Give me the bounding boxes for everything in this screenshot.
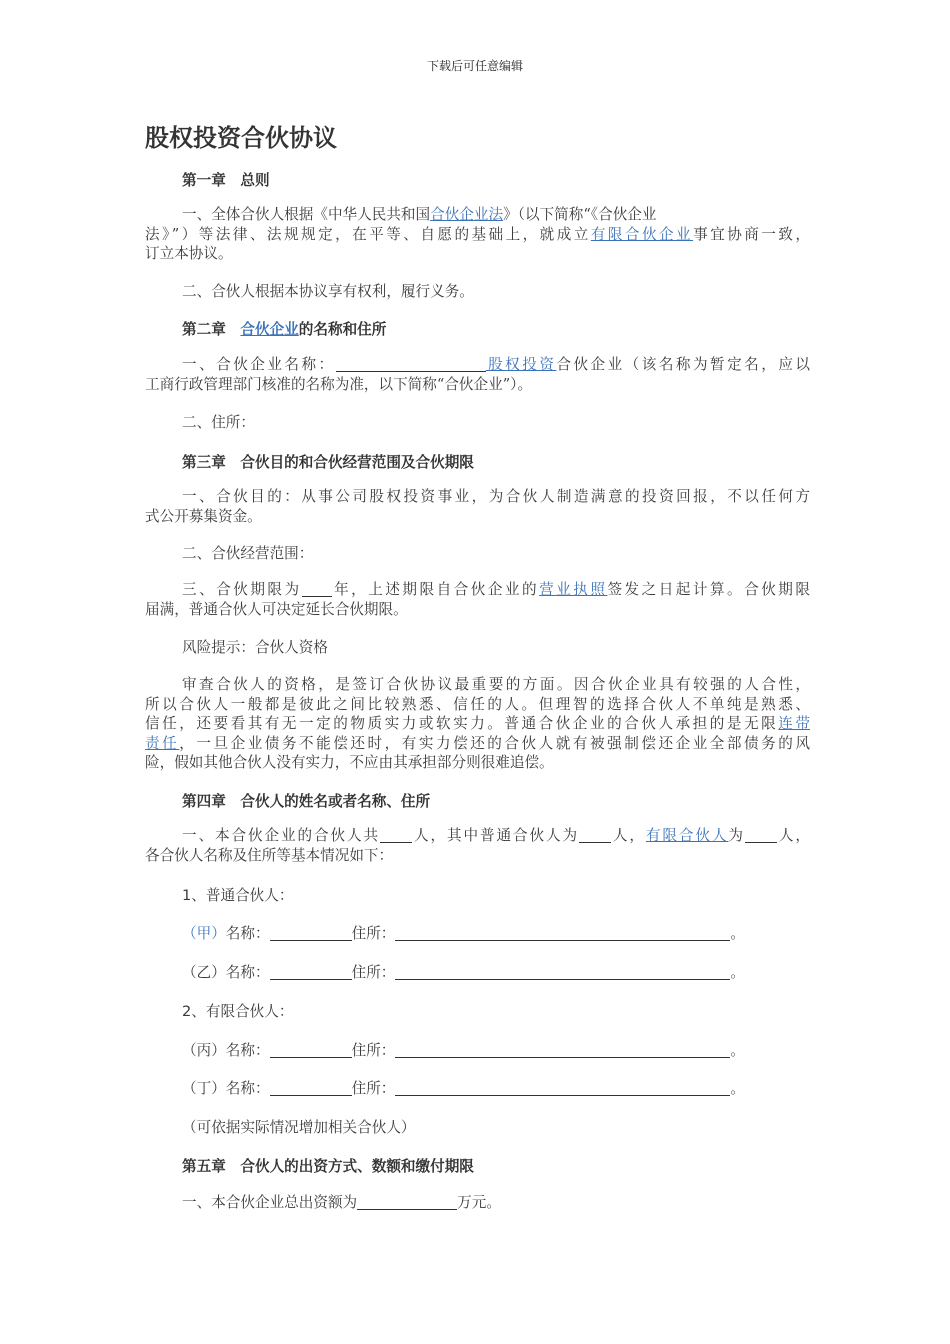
chapter-1-heading: 第一章 总则 [182, 172, 270, 189]
partner-row-bing: （丙）名称： 住所： 。 [182, 1042, 745, 1059]
ch5-paragraph-1: 一、本合伙企业总出资额为 万元。 [182, 1194, 501, 1211]
partner-row-ding: （丁）名称： 住所： 。 [182, 1080, 745, 1097]
blank-bing-name[interactable] [270, 1041, 352, 1058]
blank-total-capital[interactable] [357, 1193, 457, 1210]
ch3-paragraph-2: 二、合伙经营范围： [182, 545, 314, 562]
link-equity-investment[interactable]: 股权投资 [485, 356, 557, 373]
link-business-license[interactable]: 营业执照 [539, 581, 608, 598]
document-title: 股权投资合伙协议 [145, 124, 337, 152]
ch4-paragraph-1: 一、本合伙企业的合伙人共 人，其中普通合伙人为 人，有限合伙人为 人， 各合伙人名称及住所等基本情况如下： [145, 827, 810, 864]
blank-jia-address[interactable] [395, 924, 730, 941]
blank-enterprise-name[interactable] [336, 355, 486, 372]
blank-jia-name[interactable] [270, 924, 352, 941]
blank-general-partner-count[interactable] [579, 826, 611, 843]
ch2-paragraph-1: 一、合伙企业名称： 股权投资合伙企业（该名称为暂定名，应以 工商行政管理部门核准的名称为准，以下简称“合伙企业”）。 [145, 356, 810, 393]
ch1-paragraph-2: 二、合伙人根据本协议享有权利，履行义务。 [182, 283, 474, 300]
ch3-paragraph-3: 三、合伙期限为 年，上述期限自合伙企业的营业执照签发之日起计算。合伙期限 届满，普通合伙人可决定延长合伙期限。 [145, 581, 810, 618]
link-partnership-enterprise[interactable]: 合伙企业 [240, 321, 299, 338]
add-partners-note: （可依据实际情况增加相关合伙人） [182, 1119, 416, 1136]
chapter-4-heading: 第四章 合伙人的姓名或者名称、住所 [182, 793, 431, 810]
blank-partner-count[interactable] [380, 826, 412, 843]
blank-bing-address[interactable] [395, 1041, 730, 1058]
link-limited-partner[interactable]: 有限合伙人 [645, 827, 729, 844]
blank-yi-address[interactable] [395, 963, 730, 980]
ch1-paragraph-1: 一、全体合伙人根据《中华人民共和国合伙企业法》（以下简称“《合伙企业 法》”）等法律、法规规定，在平等、自愿的基础上，就成立有限合伙企业事宜协商一致， 订立本协议。 [145, 206, 810, 262]
chapter-5-heading: 第五章 合伙人的出资方式、数额和缴付期限 [182, 1158, 474, 1175]
ch2-paragraph-2: 二、住所： [182, 414, 255, 431]
blank-ding-name[interactable] [270, 1079, 352, 1096]
blank-term-years[interactable] [302, 580, 332, 597]
link-joint-liability-2[interactable]: 责任 [145, 734, 180, 752]
risk-tip: 风险提示：合伙人资格 [182, 639, 328, 656]
link-limited-partnership[interactable]: 有限合伙企业 [590, 225, 694, 243]
ch3-paragraph-1: 一、合伙目的：从事公司股权投资事业，为合伙人制造满意的投资回报，不以任何方 式公开募集资金。 [145, 488, 810, 525]
page-header: 下载后可任意编辑 [426, 59, 523, 73]
general-partners-label: 1、普通合伙人： [182, 887, 294, 904]
link-joint-liability-1[interactable]: 连带 [778, 715, 810, 732]
blank-yi-name[interactable] [270, 963, 352, 980]
ch3-paragraph-4: 审查合伙人的资格，是签订合伙协议最重要的方面。因合伙企业具有较强的人合性， 所以合伙人一般都是彼此之间比较熟悉、信任的人。但理智的选择合伙人不单纯是熟悉、 信任，还要看其有无一定的物质实力或软实力。普通合伙企业的合伙人承担的是无限连带 责任，一旦企业债务不能偿还时，有实力偿还的合伙人就有被强制偿还企业全部债务的风 险，假如其他合伙人没有实力，不应由其承担部分则很难追偿。 [145, 676, 810, 771]
chapter-2-heading: 第二章 合伙企业的名称和住所 [182, 321, 387, 338]
partner-row-yi: （乙）名称： 住所： 。 [182, 964, 745, 981]
link-partnership-law[interactable]: 合伙企业法 [430, 206, 504, 223]
blank-limited-partner-count[interactable] [745, 826, 777, 843]
limited-partners-label: 2、有限合伙人： [182, 1003, 294, 1020]
blank-ding-address[interactable] [395, 1079, 730, 1096]
chapter-3-heading: 第三章 合伙目的和合伙经营范围及合伙期限 [182, 454, 474, 471]
partner-row-jia: （甲）名称： 住所： 。 [182, 925, 745, 942]
